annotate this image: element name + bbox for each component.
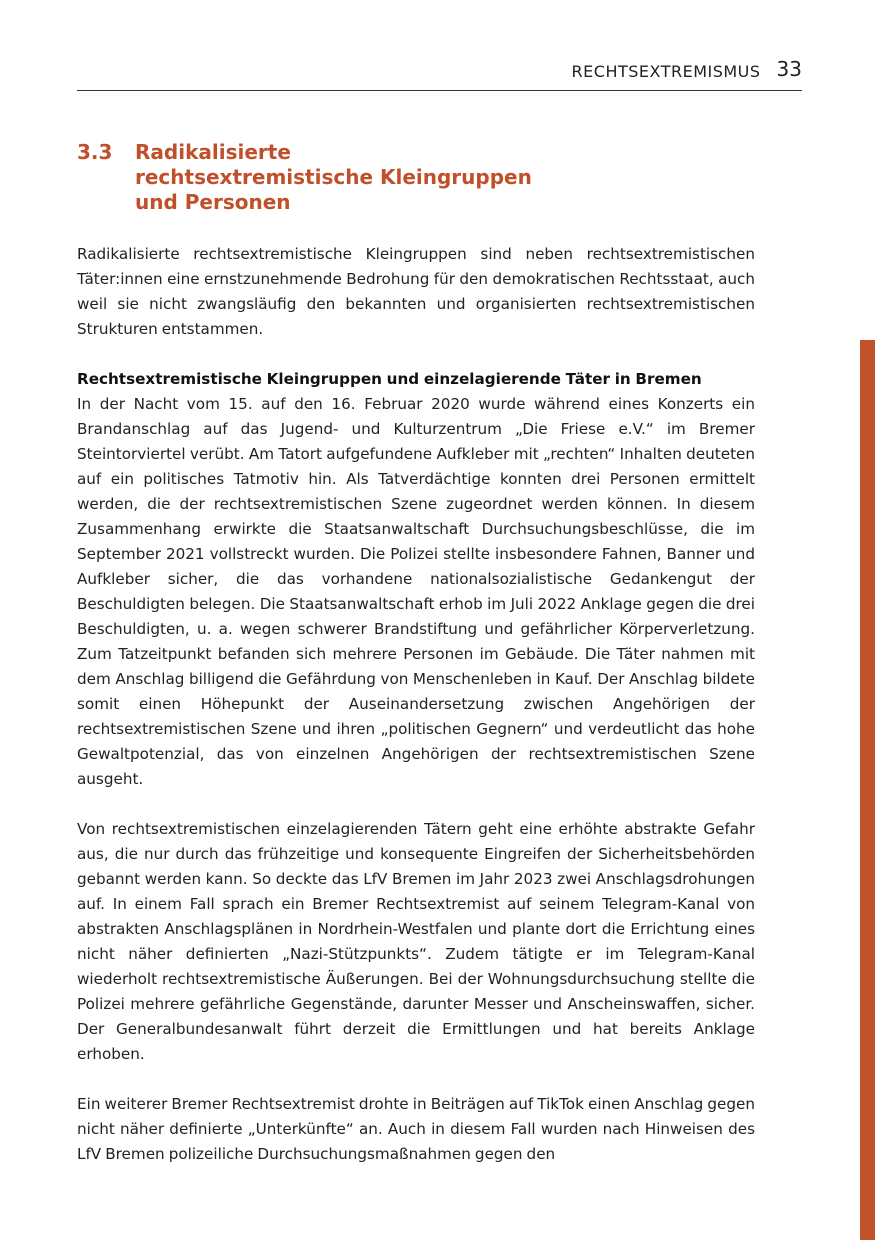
header-label: RECHTSEXTREMISMUS <box>571 62 761 81</box>
chapter-side-bar <box>860 340 875 1240</box>
main-content <box>77 140 755 1167</box>
subsection-heading: Rechtsextremistische Kleingruppen und einzelagierende Täter in Bremen <box>77 370 702 388</box>
body-paragraph: In der Nacht vom 15. auf den 16. Februar 2020 wurde während eines Konzerts ein Brandanschlag auf das Jugend- und Kulturzentrum „Die Friese e.V.“ im Bremer Steintorviertel verübt. Am Tatort aufgefundene Aufkleber mit „rechten“ Inhalten deuteten auf ein politisches Tatmotiv hin. Als Tatverdächtige konnten drei Personen ermittelt werden, die der rechtsextremistischen Szene zugeordnet werden können. In diesem Zusammenhang erwirkte die Staatsanwaltschaft Durchsuchungsbeschlüsse, die im September 2021 vollstreckt wurden. Die Polizei stellte insbesondere Fahnen, Banner und Aufkleber sicher, die das vorhandene nationalsozialistische Gedankengut der Beschuldigten belegen. Die Staatsanwaltschaft erhob im Juli 2022 Anklage gegen die drei Beschuldigten, u. a. wegen schwerer Brandstiftung und gefährlicher Körperverletzung. Zum Tatzeitpunkt befanden sich mehrere Personen im Gebäude. Die Täter nahmen mit dem Anschlag billigend die Gefährdung von Menschenleben in Kauf. Der Anschlag bildete somit einen Höhepunkt der Auseinandersetzung zwischen Angehörigen der rechtsextremistischen Szene und ihren „politischen Gegnern“ und verdeutlicht das hohe Gewaltpotenzial, das von einzelnen Angehörigen der rechtsextremistischen Szene ausgeht. <box>77 395 755 788</box>
section-title: Radikalisierte rechtsextremistische Kleingruppen und Personen <box>135 140 532 214</box>
body-paragraph: Ein weiterer Bremer Rechtsextremist drohte in Beiträgen auf TikTok einen Anschlag gegen nicht näher definierte „Unterkünfte“ an. Auch in diesem Fall wurden nach Hinweisen des LfV Bremen polizeiliche Durchsuchungsmaßnahmen gegen den <box>77 1095 755 1163</box>
intro-paragraph: Radikalisierte rechtsextremistische Kleingruppen sind neben rechtsextremistischen Täter:innen eine ernstzunehmende Bedrohung für den demokratischen Rechtsstaat, auch weil sie nicht zwangsläufig den bekannten und organisierten rechtsextremistischen Strukturen entstammen. <box>77 245 755 338</box>
body-paragraph: Von rechtsextremistischen einzelagierenden Tätern geht eine erhöhte abstrakte Gefahr aus, die nur durch das frühzeitige und konsequente Eingreifen der Sicherheitsbehörden gebannt werden kann. So deckte das LfV Bremen im Jahr 2023 zwei Anschlagsdrohungen auf. In einem Fall sprach ein Bremer Rechtsextremist auf seinem Telegram-Kanal von abstrakten Anschlagsplänen in Nordrhein-Westfalen und plante dort die Errichtung eines nicht näher definierten „Nazi-Stützpunkts“. Zudem tätigte er im Telegram-Kanal wiederholt rechtsextremistische Äußerungen. Bei der Wohnungsdurchsuchung stellte die Polizei mehrere gefährliche Gegenstände, darunter Messer und Anscheinswaffen, sicher. Der Generalbundesanwalt führt derzeit die Ermittlungen und hat bereits Anklage erhoben. <box>77 820 755 1063</box>
section-heading <box>77 140 755 215</box>
running-header <box>77 56 802 91</box>
section-number: 3.3 <box>77 140 113 164</box>
page-number: 33 <box>776 57 802 81</box>
